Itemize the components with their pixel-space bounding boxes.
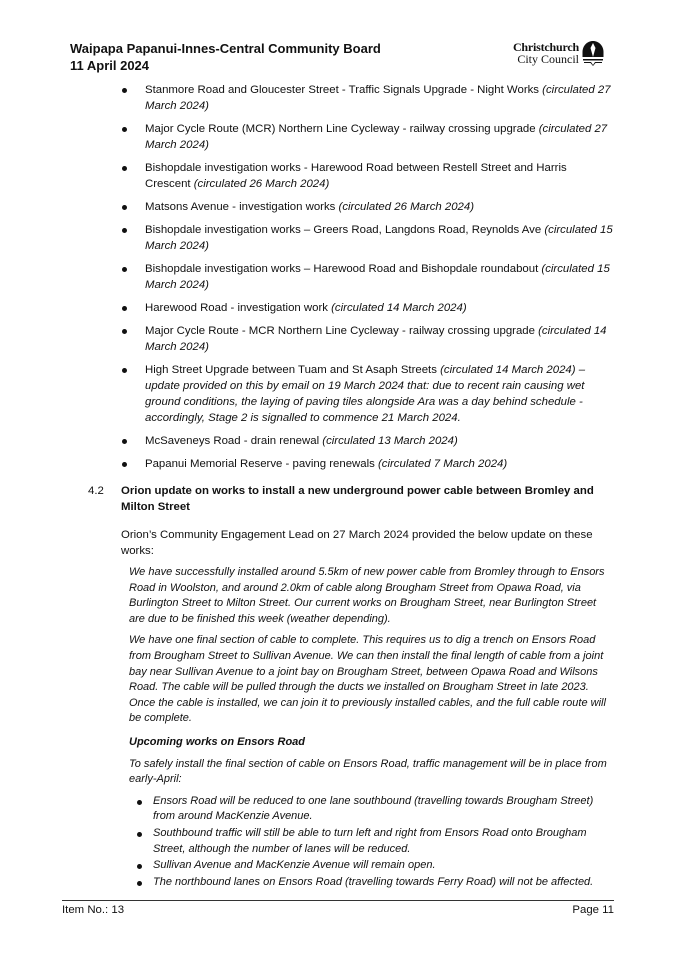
list-item: Stanmore Road and Gloucester Street - Traffic Signals Upgrade - Night Works (circulated 27 March 2024) [120, 82, 615, 114]
quote-list-item: Southbound traffic will still be able to turn left and right from Ensors Road onto Brougham Street, although the number of lanes will be reduced. [129, 826, 611, 857]
quote-list-item: Sullivan Avenue and MacKenzie Avenue will remain open. [129, 858, 611, 874]
quote-paragraph: We have successfully installed around 5.5km of new power cable from Bromley through to Ensors Road in Woolston, and around 2.0km of cable along Brougham Street from Opawa Road, via Burlington Street to Milton Street. Our current works on Brougham Street, near Burlington Street are due to be finished this week (weather depending). [129, 566, 605, 625]
quote-list-item: Ensors Road will be reduced to one lane southbound (travelling towards Brougham Street) from around MacKenzie Avenue. [129, 794, 611, 825]
item-number: Item No.: 13 [62, 904, 125, 916]
logo-line1: Christchurch [512, 40, 579, 54]
board-name: Waipapa Papanui-Innes-Central Community Board [70, 41, 381, 56]
list-item: Bishopdale investigation works – Harewood Road and Bishopdale roundabout (circulated 15 March 2024) [120, 261, 615, 293]
quote-subheading: Upcoming works on Ensors Road [129, 735, 306, 748]
list-item: Major Cycle Route (MCR) Northern Line Cycleway - railway crossing upgrade (circulated 27 March 2024) [120, 121, 615, 153]
council-logo-icon [581, 40, 605, 66]
list-item: McSaveneys Road - drain renewal (circulated 13 March 2024) [120, 433, 615, 449]
logo-line2: City Council [517, 52, 579, 66]
section-number: 4.2 [88, 485, 104, 497]
quote-paragraph: We have one final section of cable to complete. This requires us to dig a trench on Ensors Road from Brougham Street to Sullivan Avenue. We can then install the final length of cable from a joint bay near Sullivan Avenue to a joint bay on Brougham Street, between Opawa Road and Wilsons Road. The cable will be pulled through the ducts we installed on Brougham Street in late 2023. Once the cable is installed, we can join it to previously installed cables, and the full cable route will be complete. [129, 634, 606, 725]
quote-paragraph: To safely install the final section of cable on Ensors Road, traffic management will be in place from early-April: [129, 757, 607, 786]
quote-list [129, 794, 611, 891]
list-item: High Street Upgrade between Tuam and St Asaph Streets (circulated 14 March 2024) – update provided on this by email on 19 March 2024 that: due to recent rain causing wet ground conditions, the laying of paving tiles alongside Ara was a day behind schedule - accordingly, Stage 2 is signalled to commence 21 March 2024. [120, 362, 615, 426]
page-header [70, 40, 605, 76]
list-item: Harewood Road - investigation work (circulated 14 March 2024) [120, 300, 615, 316]
list-item: Major Cycle Route - MCR Northern Line Cycleway - railway crossing upgrade (circulated 14 March 2024) [120, 323, 615, 355]
section-intro: Orion’s Community Engagement Lead on 27 March 2024 provided the below update on these works: [121, 529, 593, 557]
list-item: Bishopdale investigation works - Harewood Road between Restell Street and Harris Crescent (circulated 26 March 2024) [120, 160, 615, 192]
list-item: Bishopdale investigation works – Greers Road, Langdons Road, Reynolds Ave (circulated 15 March 2024) [120, 222, 615, 254]
works-list [120, 82, 615, 479]
meeting-date: 11 April 2024 [70, 58, 150, 73]
page-footer [62, 900, 614, 918]
council-logo [495, 40, 605, 70]
list-item: Papanui Memorial Reserve - paving renewals (circulated 7 March 2024) [120, 456, 615, 472]
orion-quote [129, 565, 611, 891]
list-item: Matsons Avenue - investigation works (circulated 26 March 2024) [120, 199, 615, 215]
section-title: Orion update on works to install a new underground power cable between Bromley and Milton Street [121, 485, 594, 513]
page-number: Page 11 [572, 904, 614, 916]
quote-list-item: The northbound lanes on Ensors Road (travelling towards Ferry Road) will not be affected. [129, 875, 611, 891]
